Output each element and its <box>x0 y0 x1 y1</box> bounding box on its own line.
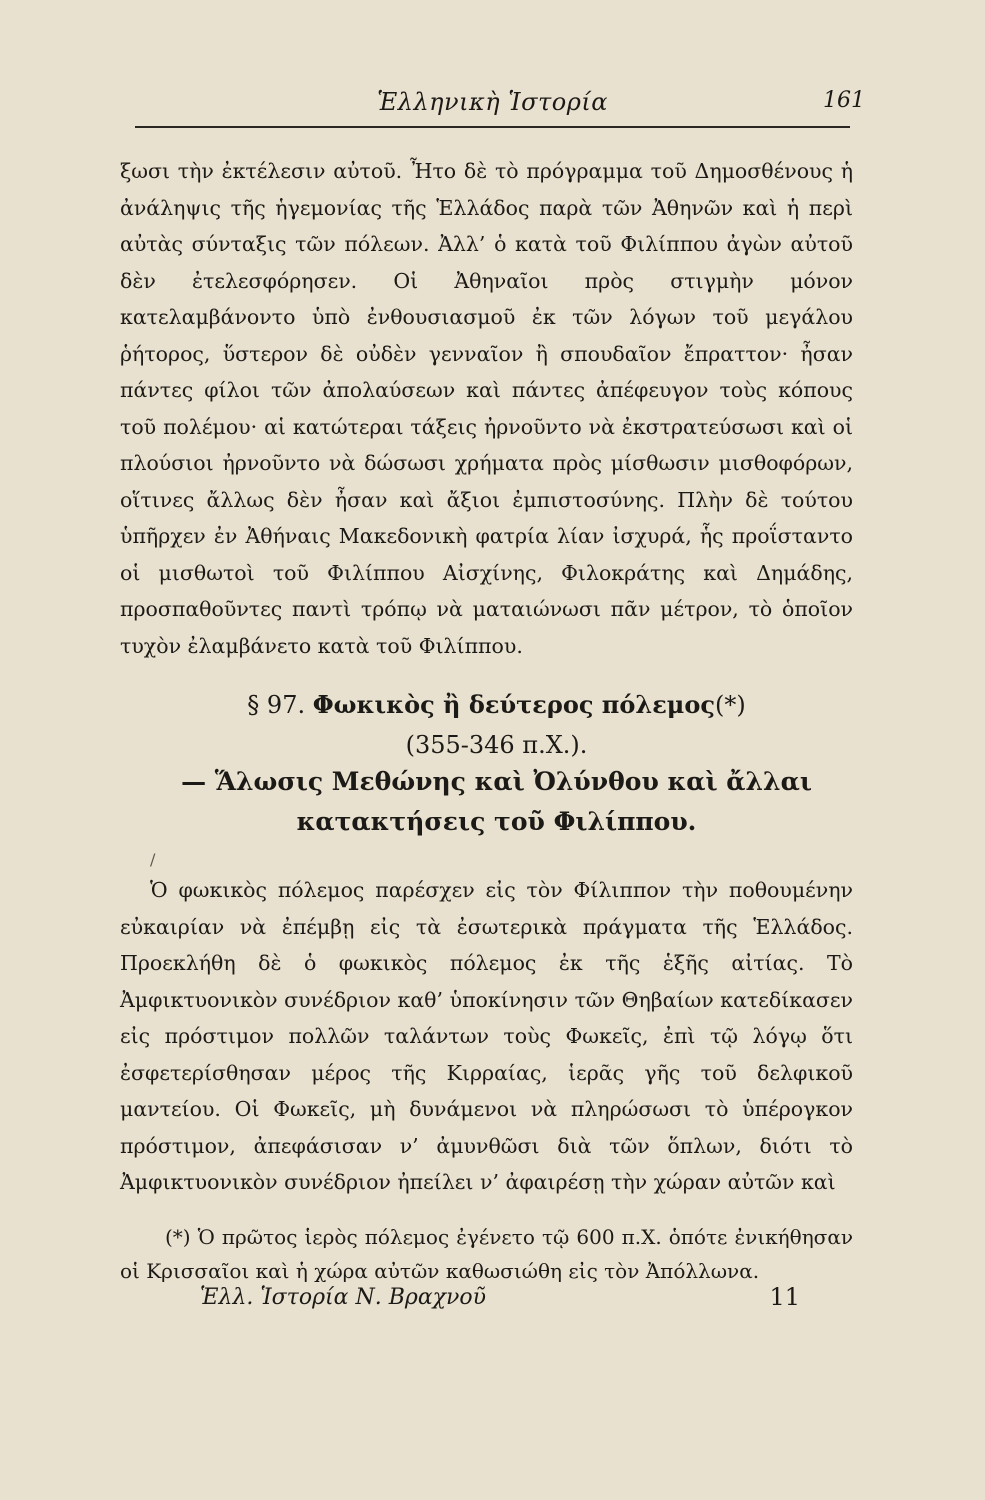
paragraph-1: ξωσι τὴν ἐκτέλεσιν αὐτοῦ. Ἦτο δὲ τὸ πρόγραμμα τοῦ Δημοσθένους ἡ ἀνάληψις τῆς ἡγεμονίας τῆς Ἑλλάδος παρὰ τῶν Ἀθηνῶν καὶ ἡ περὶ αὐτὰς σύνταξις τῶν πόλεων. Ἀλλ’ ὁ κατὰ τοῦ Φιλίππου ἀγὼν αὐτοῦ δὲν ἐτελεσφόρησεν. Οἱ Ἀθηναῖοι πρὸς στιγμὴν μόνον κατελαμβάνοντο ὑπὸ ἐνθουσιασμοῦ ἐκ τῶν λόγων τοῦ μεγάλου ῥήτορος, ὕστερον δὲ οὐδὲν γενναῖον ἢ σπουδαῖον ἔπραττον· ἦσαν πάντες φίλοι τῶν ἀπολαύσεων καὶ πάντες ἀπέφευγον τοὺς κόπους τοῦ πολέμου· αἱ κατώτεραι τάξεις ἠρνοῦντο νὰ ἐκστρατεύσωσι καὶ οἱ πλούσιοι ἠρνοῦντο νὰ δώσωσι χρήματα πρὸς μίσθωσιν μισθοφόρων, οἵτινες ἄλλως δὲν ἦσαν καὶ ἄξιοι ἐμπιστοσύνης. Πλὴν δὲ τούτου ὑπῆρχεν ἐν Ἀθήναις Μακεδονικὴ φατρία λίαν ἰσχυρά, ἧς προΐσταντο οἱ μισθωτοὶ τοῦ Φιλίππου Αἰσχίνης, Φιλοκράτης καὶ Δημάδης, προσπαθοῦντες παντὶ τρόπῳ νὰ ματαιώνωσι πᾶν μέτρον, τὸ ὁποῖον τυχὸν ἐλαμβάνετο κατὰ τοῦ Φιλίππου. <box>120 159 853 658</box>
footer-book-title: Ἑλλ. Ἱστορία Ν. Βραχνοῦ <box>200 1285 487 1310</box>
section-dates: (355-346 π.Χ.). <box>405 731 588 759</box>
page-number: 161 <box>823 88 865 113</box>
paragraph-2: Ὁ φωκικὸς πόλεμος παρέσχεν εἰς τὸν Φίλιππον τὴν ποθουμένην εὐκαιρίαν νὰ ἐπέμβῃ εἰς τὰ ἐσωτερικὰ πράγματα τῆς Ἑλλάδος. Προεκλήθη δὲ ὁ φωκικὸς πόλεμος ἐκ τῆς ἑξῆς αἰτίας. Τὸ Ἀμφικτυονικὸν συνέδριον καθ’ ὑποκίνησιν τῶν Θηβαίων κατεδίκασεν εἰς πρόστιμον πολλῶν ταλάντων τοὺς Φωκεῖς, ἐπὶ τῷ λόγῳ ὅτι ἐσφετερίσθησαν μέρος τῆς Κιρραίας, ἱερᾶς γῆς τοῦ δελφικοῦ μαντείου. Οἱ Φωκεῖς, μὴ δυνάμενοι νὰ πληρώσωσι τὸ ὑπέρογκον πρόστιμον, ἀπεφάσισαν ν’ ἀμυνθῶσι διὰ τῶν ὅπλων, διότι τὸ Ἀμφικτυονικὸν συνέδριον ἠπείλει ν’ ἀφαιρέσῃ τὴν χώραν αὐτῶν καὶ <box>120 878 853 1194</box>
pencil-mark: / <box>150 850 156 869</box>
section-title: Φωκικὸς ἢ δεύτερος πόλεμος <box>312 690 715 719</box>
signature-mark: 11 <box>769 1283 800 1311</box>
section-subtitle: — Ἅλωσις Μεθώνης καὶ Ὀλύνθου καὶ ἄλλαι κατακτήσεις τοῦ Φιλίππου. <box>181 767 812 836</box>
footnote-reference: (*) <box>714 691 746 719</box>
header-rule <box>135 126 850 128</box>
section-number: § 97. <box>247 691 306 719</box>
running-title: Ἑλληνικὴ Ἱστορία <box>377 88 608 116</box>
page-footer <box>200 1285 800 1325</box>
running-head <box>120 80 865 120</box>
footnote: (*) Ὁ πρῶτος ἱερὸς πόλεμος ἐγένετο τῷ 600 π.Χ. ὁπότε ἐνικήθησαν οἱ Κρισσαῖοι καὶ ἡ χώρα αὐτῶν καθωσιώθη εἰς τὸν Ἀπόλλωνα. <box>120 1225 853 1283</box>
section-heading <box>130 685 863 765</box>
